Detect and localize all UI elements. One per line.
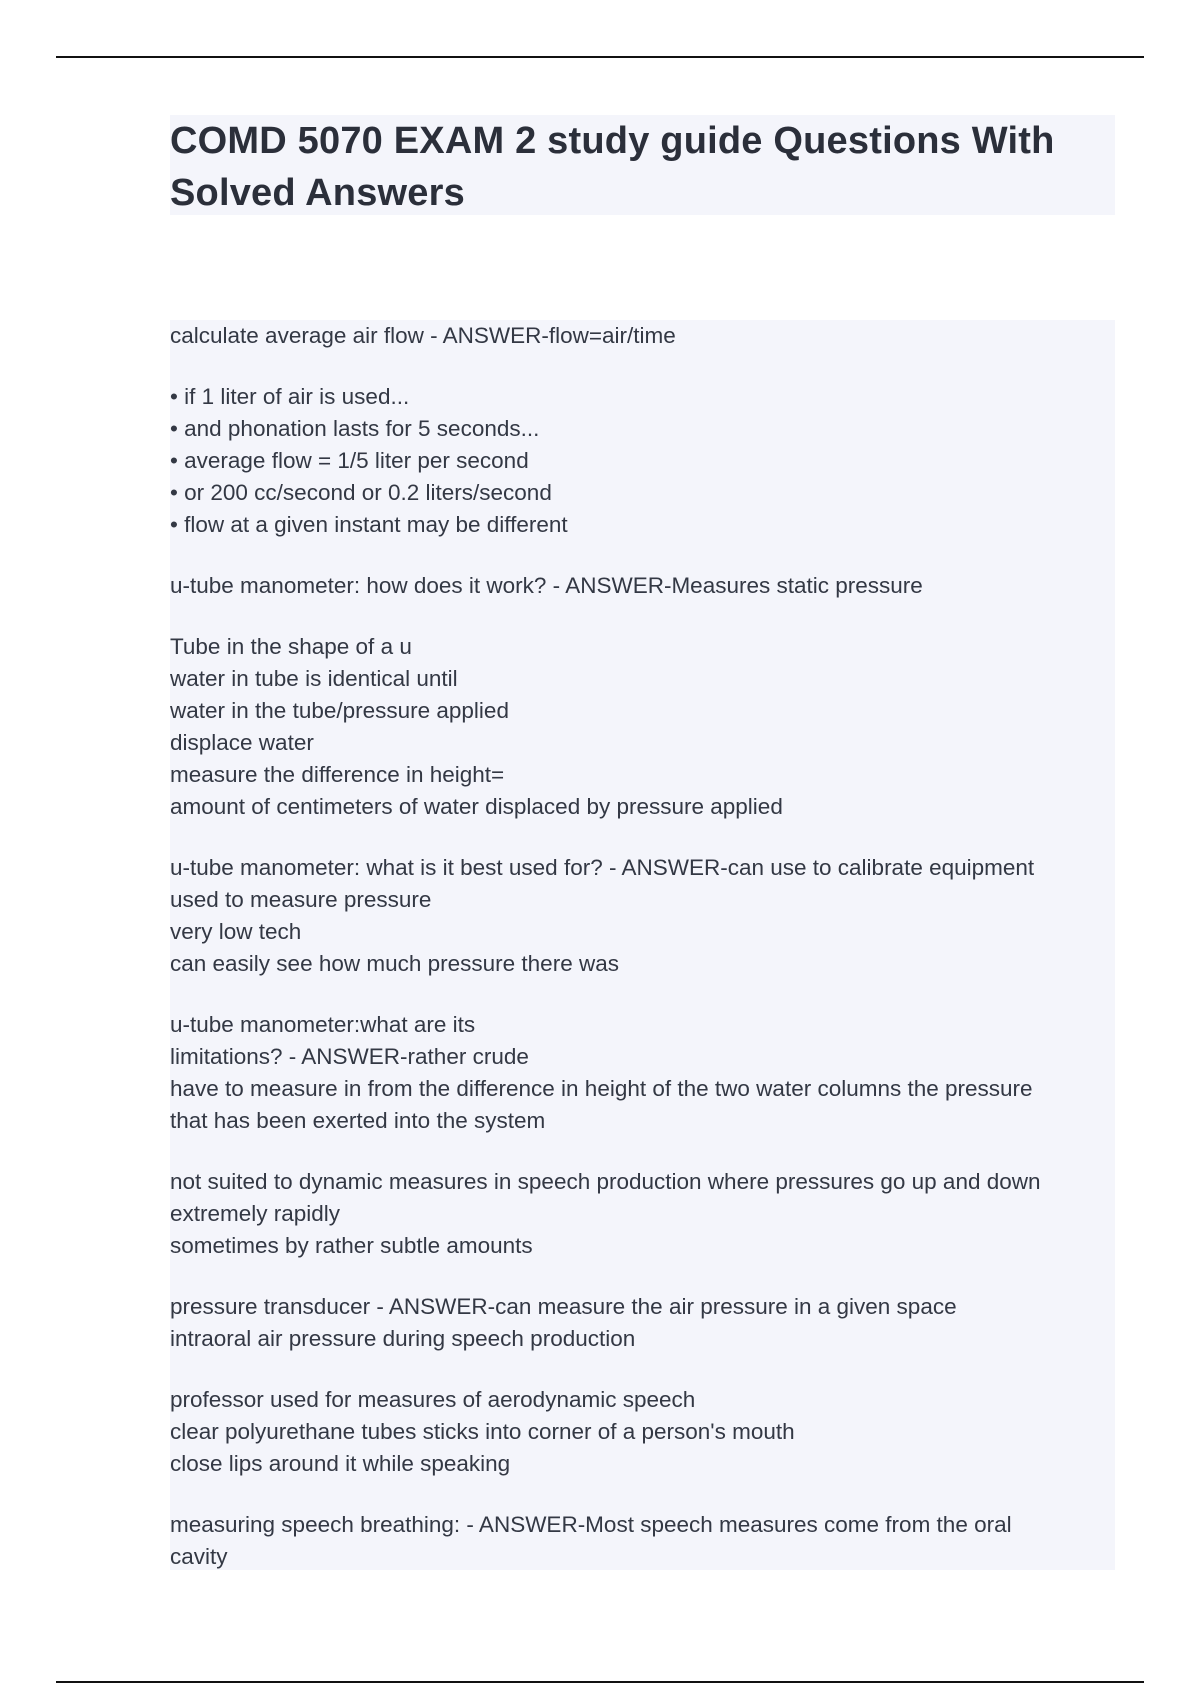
title-block [170,115,1115,215]
text-line: extremely rapidly [170,1201,341,1226]
text-line: displace water [170,730,314,755]
qa-item [170,1509,1115,1573]
text-line: pressure transducer - ANSWER-can measure the air pressure in a given space [170,1294,957,1319]
bullet-line: • if 1 liter of air is used... [170,384,410,409]
title-line: COMD 5070 EXAM 2 study guide Questions With [170,120,1055,162]
header-rule [56,56,1144,58]
text-line: water in the tube/pressure applied [170,698,509,723]
paragraph-gap [170,352,1115,381]
text-line: water in tube is identical until [170,666,458,691]
qa-item [170,570,1115,823]
document-title [170,115,1115,219]
text-line: u-tube manometer: how does it work? - ANSWER-Measures static pressure [170,573,923,598]
text-line: clear polyurethane tubes sticks into corner of a person's mouth [170,1419,795,1444]
qa-item [170,852,1115,980]
text-line: very low tech [170,919,302,944]
text-line: cavity [170,1544,228,1569]
text-line: not suited to dynamic measures in speech production where pressures go up and down [170,1169,1041,1194]
text-line: have to measure in from the difference in height of the two water columns the pressure [170,1076,1033,1101]
paragraph-gap [170,1355,1115,1384]
text-line: amount of centimeters of water displaced by pressure applied [170,794,783,819]
bullet-line: • flow at a given instant may be different [170,512,568,537]
footer-rule [56,1681,1144,1683]
text-line: sometimes by rather subtle amounts [170,1233,533,1258]
bullet-line: • or 200 cc/second or 0.2 liters/second [170,480,552,505]
text-line: professor used for measures of aerodynamic speech [170,1387,696,1412]
text-line: limitations? - ANSWER-rather crude [170,1044,529,1069]
text-line: measuring speech breathing: - ANSWER-Most speech measures come from the oral [170,1512,1012,1537]
text-line: calculate average air flow - ANSWER-flow=air/time [170,323,676,348]
bullet-line: • average flow = 1/5 liter per second [170,448,529,473]
text-line: can easily see how much pressure there was [170,951,619,976]
text-line: Tube in the shape of a u [170,634,412,659]
text-line: u-tube manometer: what is it best used for? - ANSWER-can use to calibrate equipment [170,855,1035,880]
text-line: u-tube manometer:what are its [170,1012,476,1037]
text-line: intraoral air pressure during speech production [170,1326,636,1351]
qa-item [170,1009,1115,1262]
text-line: close lips around it while speaking [170,1451,511,1476]
qa-item [170,1291,1115,1480]
text-line: used to measure pressure [170,887,432,912]
paragraph-gap [170,1137,1115,1166]
paragraph-gap [170,602,1115,631]
qa-content [170,320,1115,1570]
title-line: Solved Answers [170,172,465,214]
text-line: that has been exerted into the system [170,1108,546,1133]
text-line: measure the difference in height= [170,762,505,787]
qa-item [170,320,1115,541]
bullet-line: • and phonation lasts for 5 seconds... [170,416,540,441]
